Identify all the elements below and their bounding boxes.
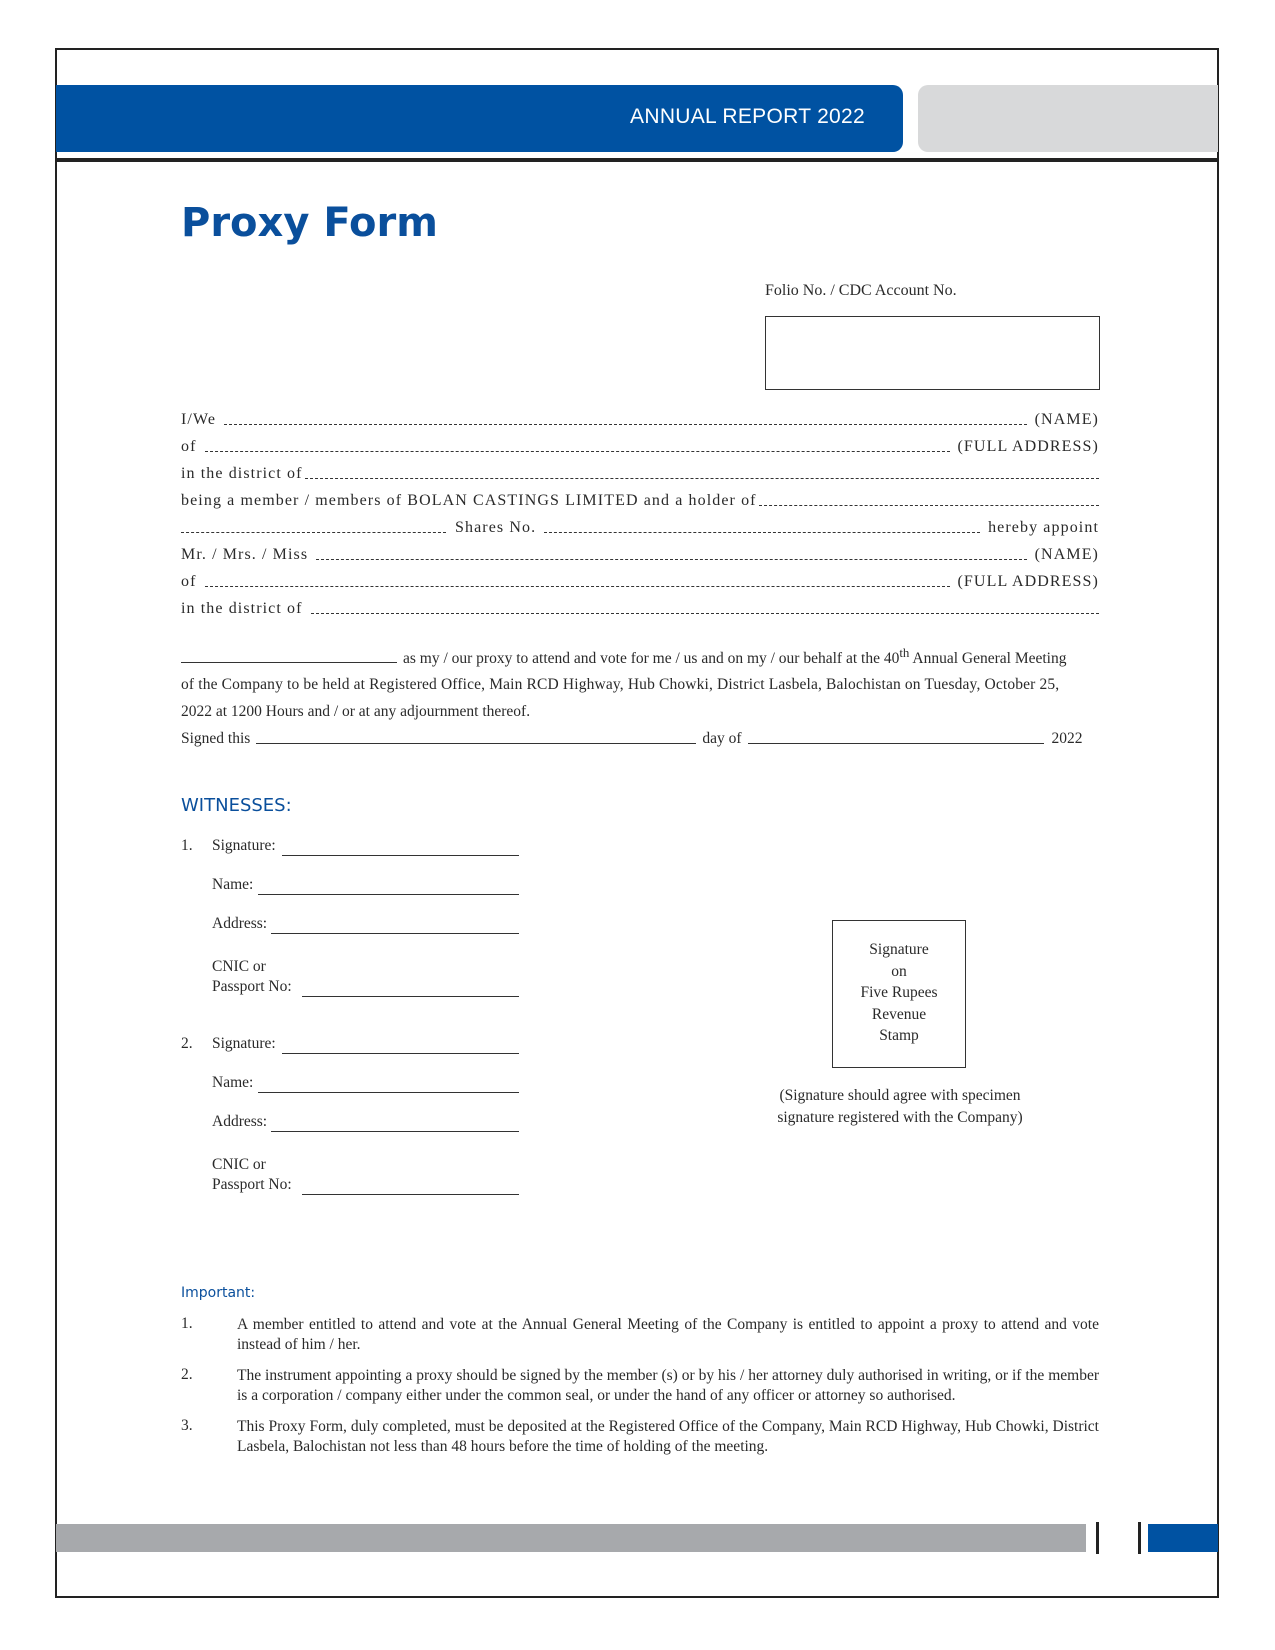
revenue-stamp-box[interactable]	[832, 920, 966, 1068]
witness-2-cnic-label: CNIC or	[212, 1156, 266, 1173]
stamp-line: Revenue	[871, 1005, 927, 1023]
header-banner	[56, 85, 903, 152]
year-label: 2022	[1051, 730, 1083, 747]
address-field-2[interactable]	[205, 586, 950, 587]
of-line-2	[181, 567, 1099, 591]
witness-2-signature-label: Signature:	[212, 1035, 276, 1052]
footer-blue-bar	[1148, 1524, 1218, 1552]
proxy-name-field[interactable]	[316, 559, 1026, 560]
district-field-1[interactable]	[305, 478, 1099, 479]
stamp-note-line-1: (Signature should agree with specimen	[779, 1087, 1021, 1104]
folio-label: Folio No. / CDC Account No.	[765, 282, 957, 299]
witness-1-signature-label: Signature:	[212, 837, 276, 854]
page-title: Proxy Form	[181, 200, 438, 246]
note-number: 1.	[181, 1315, 193, 1332]
month-field[interactable]	[748, 743, 1044, 744]
shares-line	[181, 513, 1099, 537]
proxy-paragraph-line-2: of the Company to be held at Registered Office, Main RCD Highway, Hub Chowki, District Lasbela, Balochistan on Tuesday, October 25,	[181, 676, 1060, 693]
iwe-line	[181, 405, 1099, 429]
district-field-2[interactable]	[311, 613, 1099, 614]
folio-input-box[interactable]	[765, 316, 1100, 390]
stamp-line: on	[891, 962, 907, 980]
witness-2-passport-label: Passport No:	[212, 1176, 292, 1193]
header-title: ANNUAL REPORT 2022	[630, 105, 865, 128]
witness-1-passport-label: Passport No:	[212, 978, 292, 995]
iwe-name-field[interactable]	[224, 424, 1027, 425]
note-text: A member entitled to attend and vote at the Annual General Meeting of the Company is entitled to appoint a proxy to attend and vote instead of him / her.	[237, 1316, 1099, 1353]
signed-date-field[interactable]	[256, 743, 696, 744]
witness-1-name-label: Name:	[212, 876, 254, 893]
day-of-label: day of	[702, 730, 742, 747]
stamp-line: Stamp	[879, 1027, 919, 1044]
of-label-2: of	[181, 573, 197, 590]
note-number: 2.	[181, 1366, 193, 1383]
witness-1-passport-field[interactable]	[302, 996, 519, 997]
proxy-text-1: as my / our proxy to attend and vote for me / us and on my / our behalf at the 40	[403, 650, 900, 668]
proxy-paragraph-line-3: 2022 at 1200 Hours and / or at any adjournment thereof.	[181, 703, 531, 720]
witness-1-name-field[interactable]	[258, 894, 519, 895]
member-line	[181, 486, 1099, 510]
witness-1-address-field[interactable]	[271, 933, 519, 934]
header-grey-tab	[918, 85, 1218, 152]
witness-1-number: 1.	[181, 837, 193, 854]
full-address-label-2: (FULL ADDRESS)	[957, 573, 1099, 590]
holder-of-field[interactable]	[759, 505, 1099, 506]
ordinal-suffix: th	[899, 645, 910, 660]
district-line-2	[181, 594, 1099, 618]
witness-2-number: 2.	[181, 1035, 193, 1052]
footer-divider-1	[1096, 1522, 1099, 1554]
stamp-line: Five Rupees	[860, 984, 938, 1001]
witness-1-signature-field[interactable]	[282, 855, 519, 856]
of-label-1: of	[181, 438, 197, 455]
hereby-appoint-label: hereby appoint	[988, 519, 1099, 536]
signed-line	[181, 730, 1099, 748]
proxy-text-2: Annual General Meeting	[909, 650, 1067, 668]
proxy-blank-field[interactable]	[181, 662, 397, 663]
full-address-label-1: (FULL ADDRESS)	[957, 438, 1099, 455]
witnesses-heading: WITNESSES:	[181, 795, 292, 816]
header-rule	[56, 158, 1218, 162]
name-label-2: (NAME)	[1034, 546, 1099, 563]
shares-count-field[interactable]	[181, 532, 446, 533]
district-label-2: in the district of	[181, 600, 303, 617]
important-heading: Important:	[181, 1285, 256, 1301]
witness-1-cnic-label: CNIC or	[212, 958, 266, 975]
witness-2-address-field[interactable]	[271, 1131, 519, 1132]
witness-2-passport-field[interactable]	[302, 1194, 519, 1195]
witness-2-address-label: Address:	[212, 1113, 268, 1130]
note-number: 3.	[181, 1417, 193, 1434]
witness-1-address-label: Address:	[212, 915, 268, 932]
proxy-name-line	[181, 540, 1099, 564]
district-label-1: in the district of	[181, 465, 303, 482]
note-text: The instrument appointing a proxy should be signed by the member (s) or by his / her attorney duly authorised in writing, or if the member is a corporation / company either under the common seal, or under the hand of any officer or attorney so authorised.	[237, 1367, 1099, 1404]
shares-no-field[interactable]	[544, 532, 980, 533]
footer-grey-bar	[56, 1524, 1086, 1552]
witness-2-signature-field[interactable]	[282, 1053, 519, 1054]
stamp-note	[740, 1085, 1060, 1129]
address-field-1[interactable]	[205, 451, 950, 452]
district-line-1	[181, 459, 1099, 483]
witness-2-name-label: Name:	[212, 1074, 254, 1091]
note-text: This Proxy Form, duly completed, must be deposited at the Registered Office of the Company, Main RCD Highway, Hub Chowki, District Lasbela, Balochistan not less than 48 hours before the time of holding of the meeting.	[237, 1418, 1099, 1455]
of-line-1	[181, 432, 1099, 456]
member-text: being a member / members of BOLAN CASTINGS LIMITED and a holder of	[181, 492, 757, 509]
name-label-1: (NAME)	[1034, 411, 1099, 428]
mr-mrs-miss-label: Mr. / Mrs. / Miss	[181, 546, 309, 563]
iwe-label: I/We	[181, 411, 217, 428]
stamp-line: Signature	[869, 941, 929, 958]
shares-no-label: Shares No.	[455, 519, 537, 536]
stamp-note-line-2: signature registered with the Company)	[777, 1109, 1023, 1126]
proxy-paragraph-line-1	[181, 645, 1099, 668]
footer-divider-2	[1138, 1522, 1141, 1554]
witness-2-name-field[interactable]	[258, 1092, 519, 1093]
signed-this-label: Signed this	[181, 730, 251, 747]
